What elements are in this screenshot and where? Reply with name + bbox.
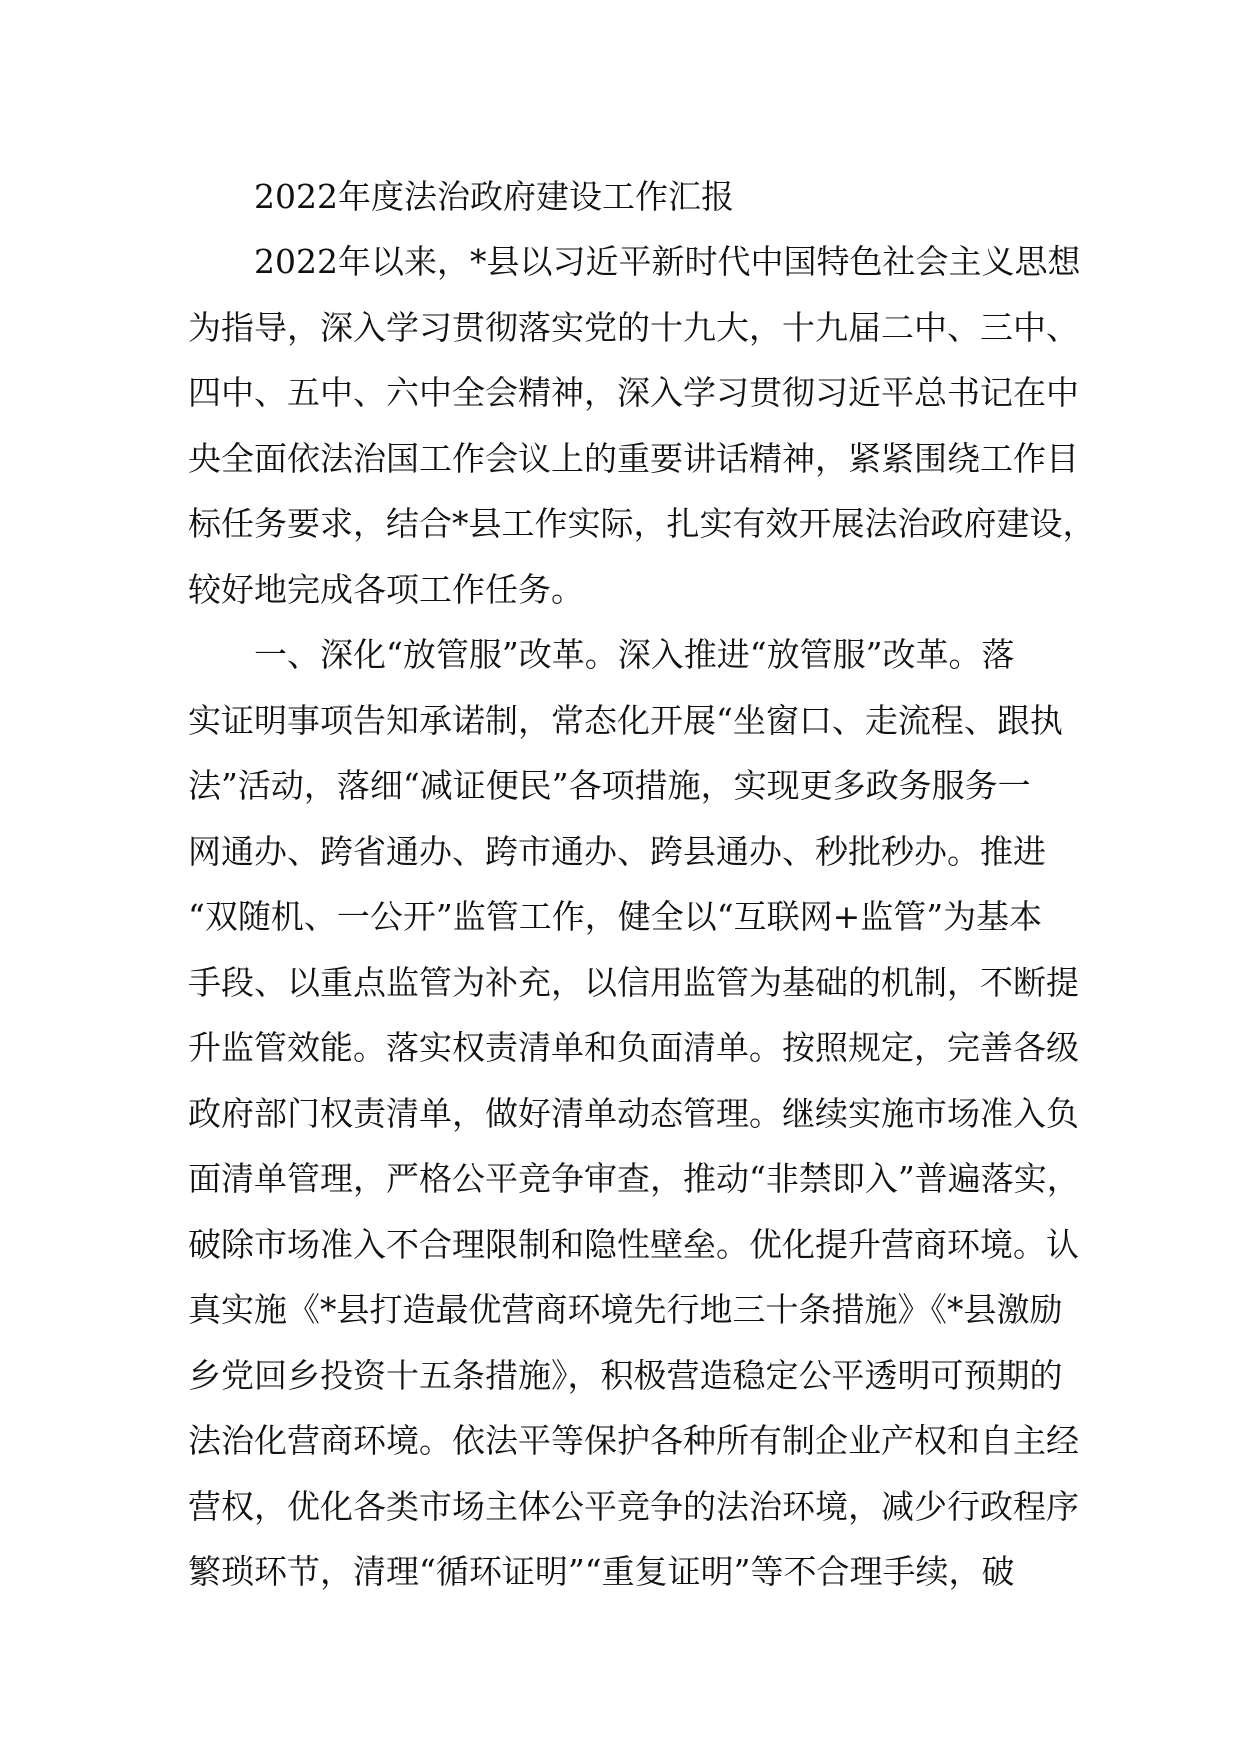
paragraph-line: “双随机、一公开”监管工作，健全以“互联网+监管”为基本 <box>188 897 1043 936</box>
paragraph-line: 标任务要求，结合*县工作实际，扎实有效开展法治政府建设， <box>188 504 1096 543</box>
paragraph-line: 为指导，深入学习贯彻落实党的十九大，十九届二中、三中、 <box>188 307 1079 347</box>
paragraph-line: 繁琐环节，清理“循环证明”“重复证明”等不合理手续，破 <box>188 1552 1015 1591</box>
paragraph-line: 实证明事项告知承诺制，常态化开展“坐窗口、走流程、跟执 <box>188 700 1063 740</box>
paragraph-line: 法治化营商环境。依法平等保护各种所有制企业产权和自主经 <box>188 1421 1079 1460</box>
paragraph-line: 升监管效能。落实权责清单和负面清单。按照规定，完善各级 <box>188 1028 1079 1067</box>
paragraph-line: 破除市场准入不合理限制和隐性壁垒。优化提升营商环境。认 <box>188 1224 1079 1264</box>
paragraph-line: 四中、五中、六中全会精神，深入学习贯彻习近平总书记在中 <box>188 373 1079 412</box>
paragraph-line: 乡党回乡投资十五条措施》，积极营造稳定公平透明可预期的 <box>188 1355 1063 1395</box>
paragraph-section-one <box>188 622 1080 1605</box>
paragraph-line: 一、深化“放管服”改革。深入推进“放管服”改革。落 <box>254 635 1015 674</box>
paragraph-line: 手段、以重点监管为补充，以信用监管为基础的机制，不断提 <box>188 962 1079 1002</box>
document-body <box>188 165 1096 1605</box>
paragraph-line: 法”活动，落细“减证便民”各项措施，实现更多政务服务一 <box>188 766 1031 805</box>
paragraph-line: 真实施《*县打造最优营商环境先行地三十条措施》《*县激励 <box>188 1290 1063 1329</box>
paragraph-line: 央全面依法治国工作会议上的重要讲话精神，紧紧围绕工作目 <box>188 438 1079 478</box>
paragraph-line: 政府部门权责清单，做好清单动态管理。继续实施市场准入负 <box>188 1093 1079 1133</box>
paragraph-line: 面清单管理，严格公平竞争审查，推动“非禁即入”普遍落实， <box>188 1159 1080 1198</box>
paragraph-intro <box>188 229 1096 622</box>
paragraph-line: 较好地完成各项工作任务。 <box>188 569 584 609</box>
paragraph-line: 营权，优化各类市场主体公平竞争的法治环境，减少行政程序 <box>188 1486 1079 1526</box>
paragraph-line: 2022年以来，*县以习近平新时代中国特色社会主义思想 <box>254 242 1081 281</box>
paragraph-line: 网通办、跨省通办、跨市通办、跨县通办、秒批秒办。推进 <box>188 831 1046 871</box>
document-title: 2022年度法治政府建设工作汇报 <box>254 177 734 216</box>
